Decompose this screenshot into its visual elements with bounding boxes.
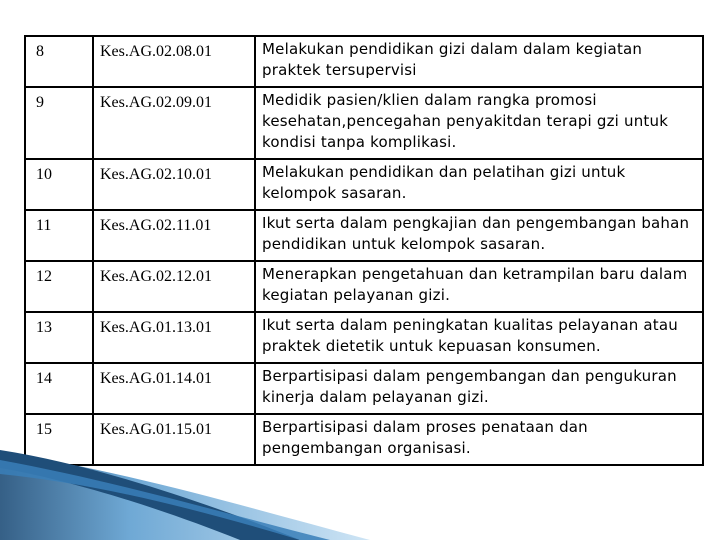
table-row bbox=[25, 312, 703, 363]
row-number: 8 bbox=[25, 36, 93, 87]
row-number: 10 bbox=[25, 159, 93, 210]
competency-table bbox=[24, 35, 704, 466]
corner-swoosh-decoration bbox=[0, 450, 720, 540]
table-row bbox=[25, 363, 703, 414]
competency-code: Kes.AG.02.12.01 bbox=[93, 261, 255, 312]
competency-table-container bbox=[24, 35, 704, 466]
table-row bbox=[25, 87, 703, 159]
table-row bbox=[25, 210, 703, 261]
competency-code: Kes.AG.02.11.01 bbox=[93, 210, 255, 261]
competency-code: Kes.AG.01.14.01 bbox=[93, 363, 255, 414]
competency-description: Berpartisipasi dalam pengembangan dan pengukuran kinerja dalam pelayanan gizi. bbox=[255, 363, 703, 414]
competency-description: Ikut serta dalam peningkatan kualitas pelayanan atau praktek dietetik untuk kepuasan konsumen. bbox=[255, 312, 703, 363]
competency-description: Melakukan pendidikan gizi dalam dalam kegiatan praktek tersupervisi bbox=[255, 36, 703, 87]
row-number: 15 bbox=[25, 414, 93, 465]
competency-code: Kes.AG.01.13.01 bbox=[93, 312, 255, 363]
competency-description: Ikut serta dalam pengkajian dan pengembangan bahan pendidikan untuk kelompok sasaran. bbox=[255, 210, 703, 261]
competency-code: Kes.AG.02.08.01 bbox=[93, 36, 255, 87]
competency-description: Menerapkan pengetahuan dan ketrampilan baru dalam kegiatan pelayanan gizi. bbox=[255, 261, 703, 312]
row-number: 9 bbox=[25, 87, 93, 159]
competency-code: Kes.AG.01.15.01 bbox=[93, 414, 255, 465]
table-row bbox=[25, 159, 703, 210]
competency-description: Melakukan pendidikan dan pelatihan gizi untuk kelompok sasaran. bbox=[255, 159, 703, 210]
competency-description: Berpartisipasi dalam proses penataan dan pengembangan organisasi. bbox=[255, 414, 703, 465]
row-number: 11 bbox=[25, 210, 93, 261]
competency-code: Kes.AG.02.09.01 bbox=[93, 87, 255, 159]
row-number: 14 bbox=[25, 363, 93, 414]
row-number: 13 bbox=[25, 312, 93, 363]
row-number: 12 bbox=[25, 261, 93, 312]
table-row bbox=[25, 36, 703, 87]
competency-code: Kes.AG.02.10.01 bbox=[93, 159, 255, 210]
table-row bbox=[25, 261, 703, 312]
competency-description: Medidik pasien/klien dalam rangka promosi kesehatan,pencegahan penyakitdan terapi gzi untuk kondisi tanpa komplikasi. bbox=[255, 87, 703, 159]
